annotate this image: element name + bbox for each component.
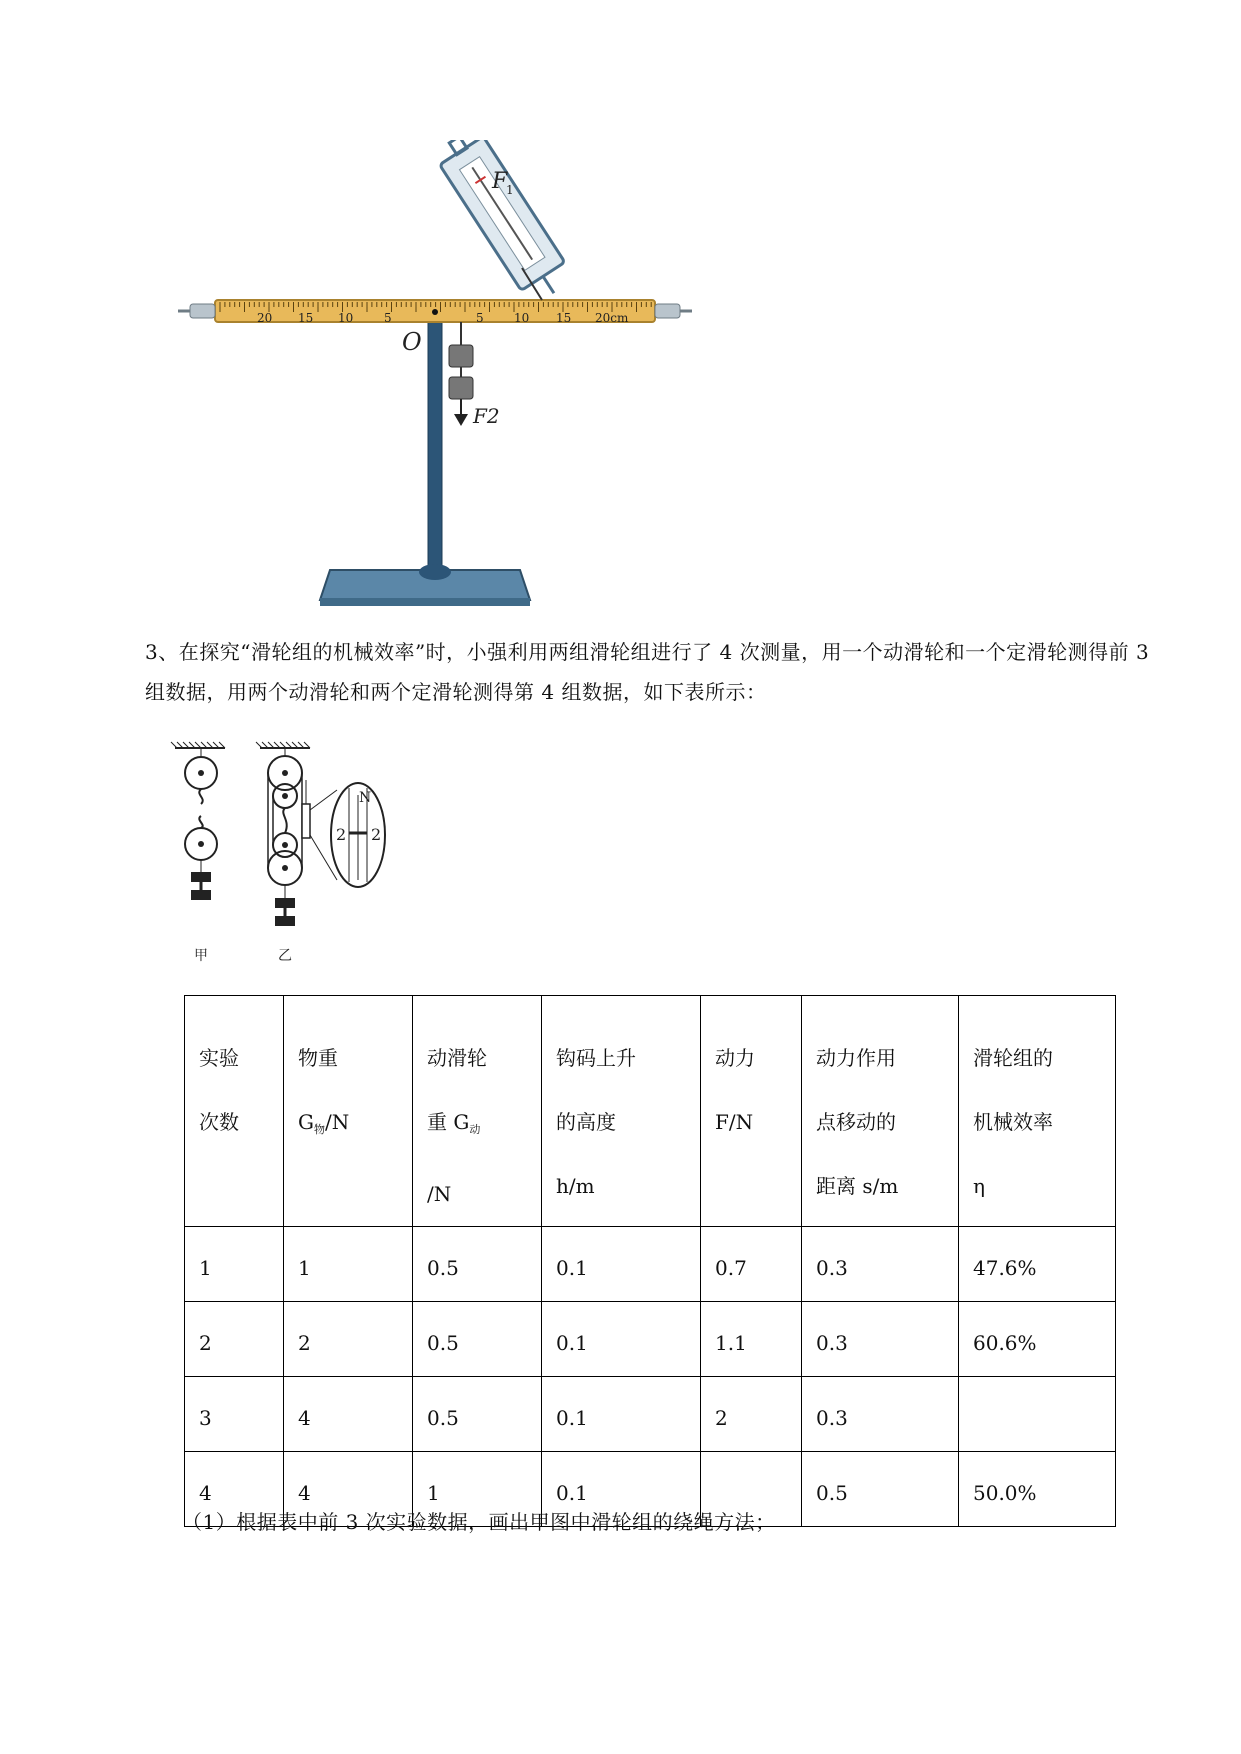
weight <box>275 898 295 908</box>
pulley-system-jia <box>171 742 225 964</box>
header-text: 重 $G_动$ <box>427 1110 481 1136</box>
header-cell <box>542 996 701 1227</box>
label-jia: 甲 <box>194 948 208 964</box>
weight <box>449 345 473 367</box>
meter-label: N <box>359 790 372 806</box>
table-row <box>185 1227 1116 1302</box>
table-cell: 2 <box>185 1302 284 1377</box>
stand-pole <box>428 300 442 575</box>
header-text: F/N <box>715 1110 754 1134</box>
table-cell: 2 <box>701 1377 802 1452</box>
pivot-label: O <box>402 328 422 356</box>
table-cell: 1 <box>413 1452 542 1527</box>
header-text: 钩码上升 <box>556 1046 636 1070</box>
table-cell: 0.5 <box>413 1302 542 1377</box>
table-cell: 47.6% <box>959 1227 1116 1302</box>
header-text: 动力 <box>715 1046 755 1070</box>
question-text: 3、在探究“滑轮组的机械效率”时，小强利用两组滑轮组进行了 4 次测量，用一个动滑轮和一个定滑轮测得前 3 组数据，用两个动滑轮和两个定滑轮测得第 4 组数据，如下表所示： <box>145 640 1150 704</box>
table-cell: 0.3 <box>802 1377 959 1452</box>
table-cell: 2 <box>284 1302 413 1377</box>
scale-label: 15 <box>556 311 572 325</box>
scale-label: 15 <box>298 311 314 325</box>
force2-label: F2 <box>473 404 500 428</box>
scale-label: 10 <box>338 311 354 325</box>
table-cell: 0.1 <box>542 1227 701 1302</box>
header-text: 实验 <box>199 1046 239 1070</box>
weight <box>275 916 295 926</box>
force1-subscript: 1 <box>506 183 514 197</box>
table-cell: 0.5 <box>413 1377 542 1452</box>
header-cell <box>802 996 959 1227</box>
table-cell: 0.1 <box>542 1302 701 1377</box>
table-cell: 0.7 <box>701 1227 802 1302</box>
label-yi: 乙 <box>278 948 292 964</box>
weight <box>191 872 211 882</box>
header-text: 点移动的 <box>816 1110 896 1134</box>
header-cell <box>284 996 413 1227</box>
table-cell: 50.0% <box>959 1452 1116 1527</box>
pulley-figure <box>165 740 425 985</box>
table-cell: 4 <box>284 1377 413 1452</box>
header-text: η <box>973 1174 985 1198</box>
weight <box>191 890 211 900</box>
header-cell <box>185 996 284 1227</box>
table-header-row <box>185 996 1116 1227</box>
table-cell: 4 <box>284 1452 413 1527</box>
table-cell: 0.1 <box>542 1452 701 1527</box>
header-text: 的高度 <box>556 1110 616 1134</box>
header-text: 次数 <box>199 1110 239 1134</box>
table-cell: 1 <box>284 1227 413 1302</box>
table-row <box>185 1302 1116 1377</box>
table-cell: 60.6% <box>959 1302 1116 1377</box>
table-cell: 4 <box>185 1452 284 1527</box>
table-cell: 0.5 <box>802 1452 959 1527</box>
scale-label: 20cm <box>595 311 629 325</box>
header-text: 机械效率 <box>973 1110 1053 1134</box>
sub-question-1: （1）根据表中前 3 次实验数据，画出甲图中滑轮组的绕绳方法； <box>182 1510 776 1534</box>
header-cell <box>701 996 802 1227</box>
experiment-table <box>184 995 1116 1527</box>
scale-label: 20 <box>257 311 273 325</box>
header-text: $G_物/N$ <box>298 1110 350 1136</box>
meter-label: 2 <box>336 825 347 844</box>
scale-label: 5 <box>384 311 392 325</box>
force1-label: F <box>492 169 508 194</box>
spring-scale-small <box>302 804 310 838</box>
header-text: 动滑轮 <box>427 1046 487 1070</box>
table-cell <box>959 1377 1116 1452</box>
header-text: 距离 s/m <box>816 1174 899 1198</box>
table-cell: 0.3 <box>802 1302 959 1377</box>
header-text: h/m <box>556 1174 595 1198</box>
header-text: /N <box>427 1182 452 1206</box>
scale-label: 5 <box>476 311 484 325</box>
header-text: 物重 <box>298 1046 338 1070</box>
table-cell: 3 <box>185 1377 284 1452</box>
header-text: 动力作用 <box>816 1046 896 1070</box>
header-cell <box>413 996 542 1227</box>
table-cell: 0.5 <box>413 1227 542 1302</box>
header-text: 滑轮组的 <box>973 1046 1053 1070</box>
scale-label: 10 <box>514 311 530 325</box>
table-cell: 0.3 <box>802 1227 959 1302</box>
lever-figure <box>170 140 710 610</box>
table-row <box>185 1377 1116 1452</box>
pulley-system-yi <box>256 742 385 964</box>
header-cell <box>959 996 1116 1227</box>
table-cell: 1 <box>185 1227 284 1302</box>
table-cell: 1.1 <box>701 1302 802 1377</box>
meter-label: 2 <box>371 825 382 844</box>
table-cell: 0.1 <box>542 1377 701 1452</box>
weight <box>449 377 473 399</box>
